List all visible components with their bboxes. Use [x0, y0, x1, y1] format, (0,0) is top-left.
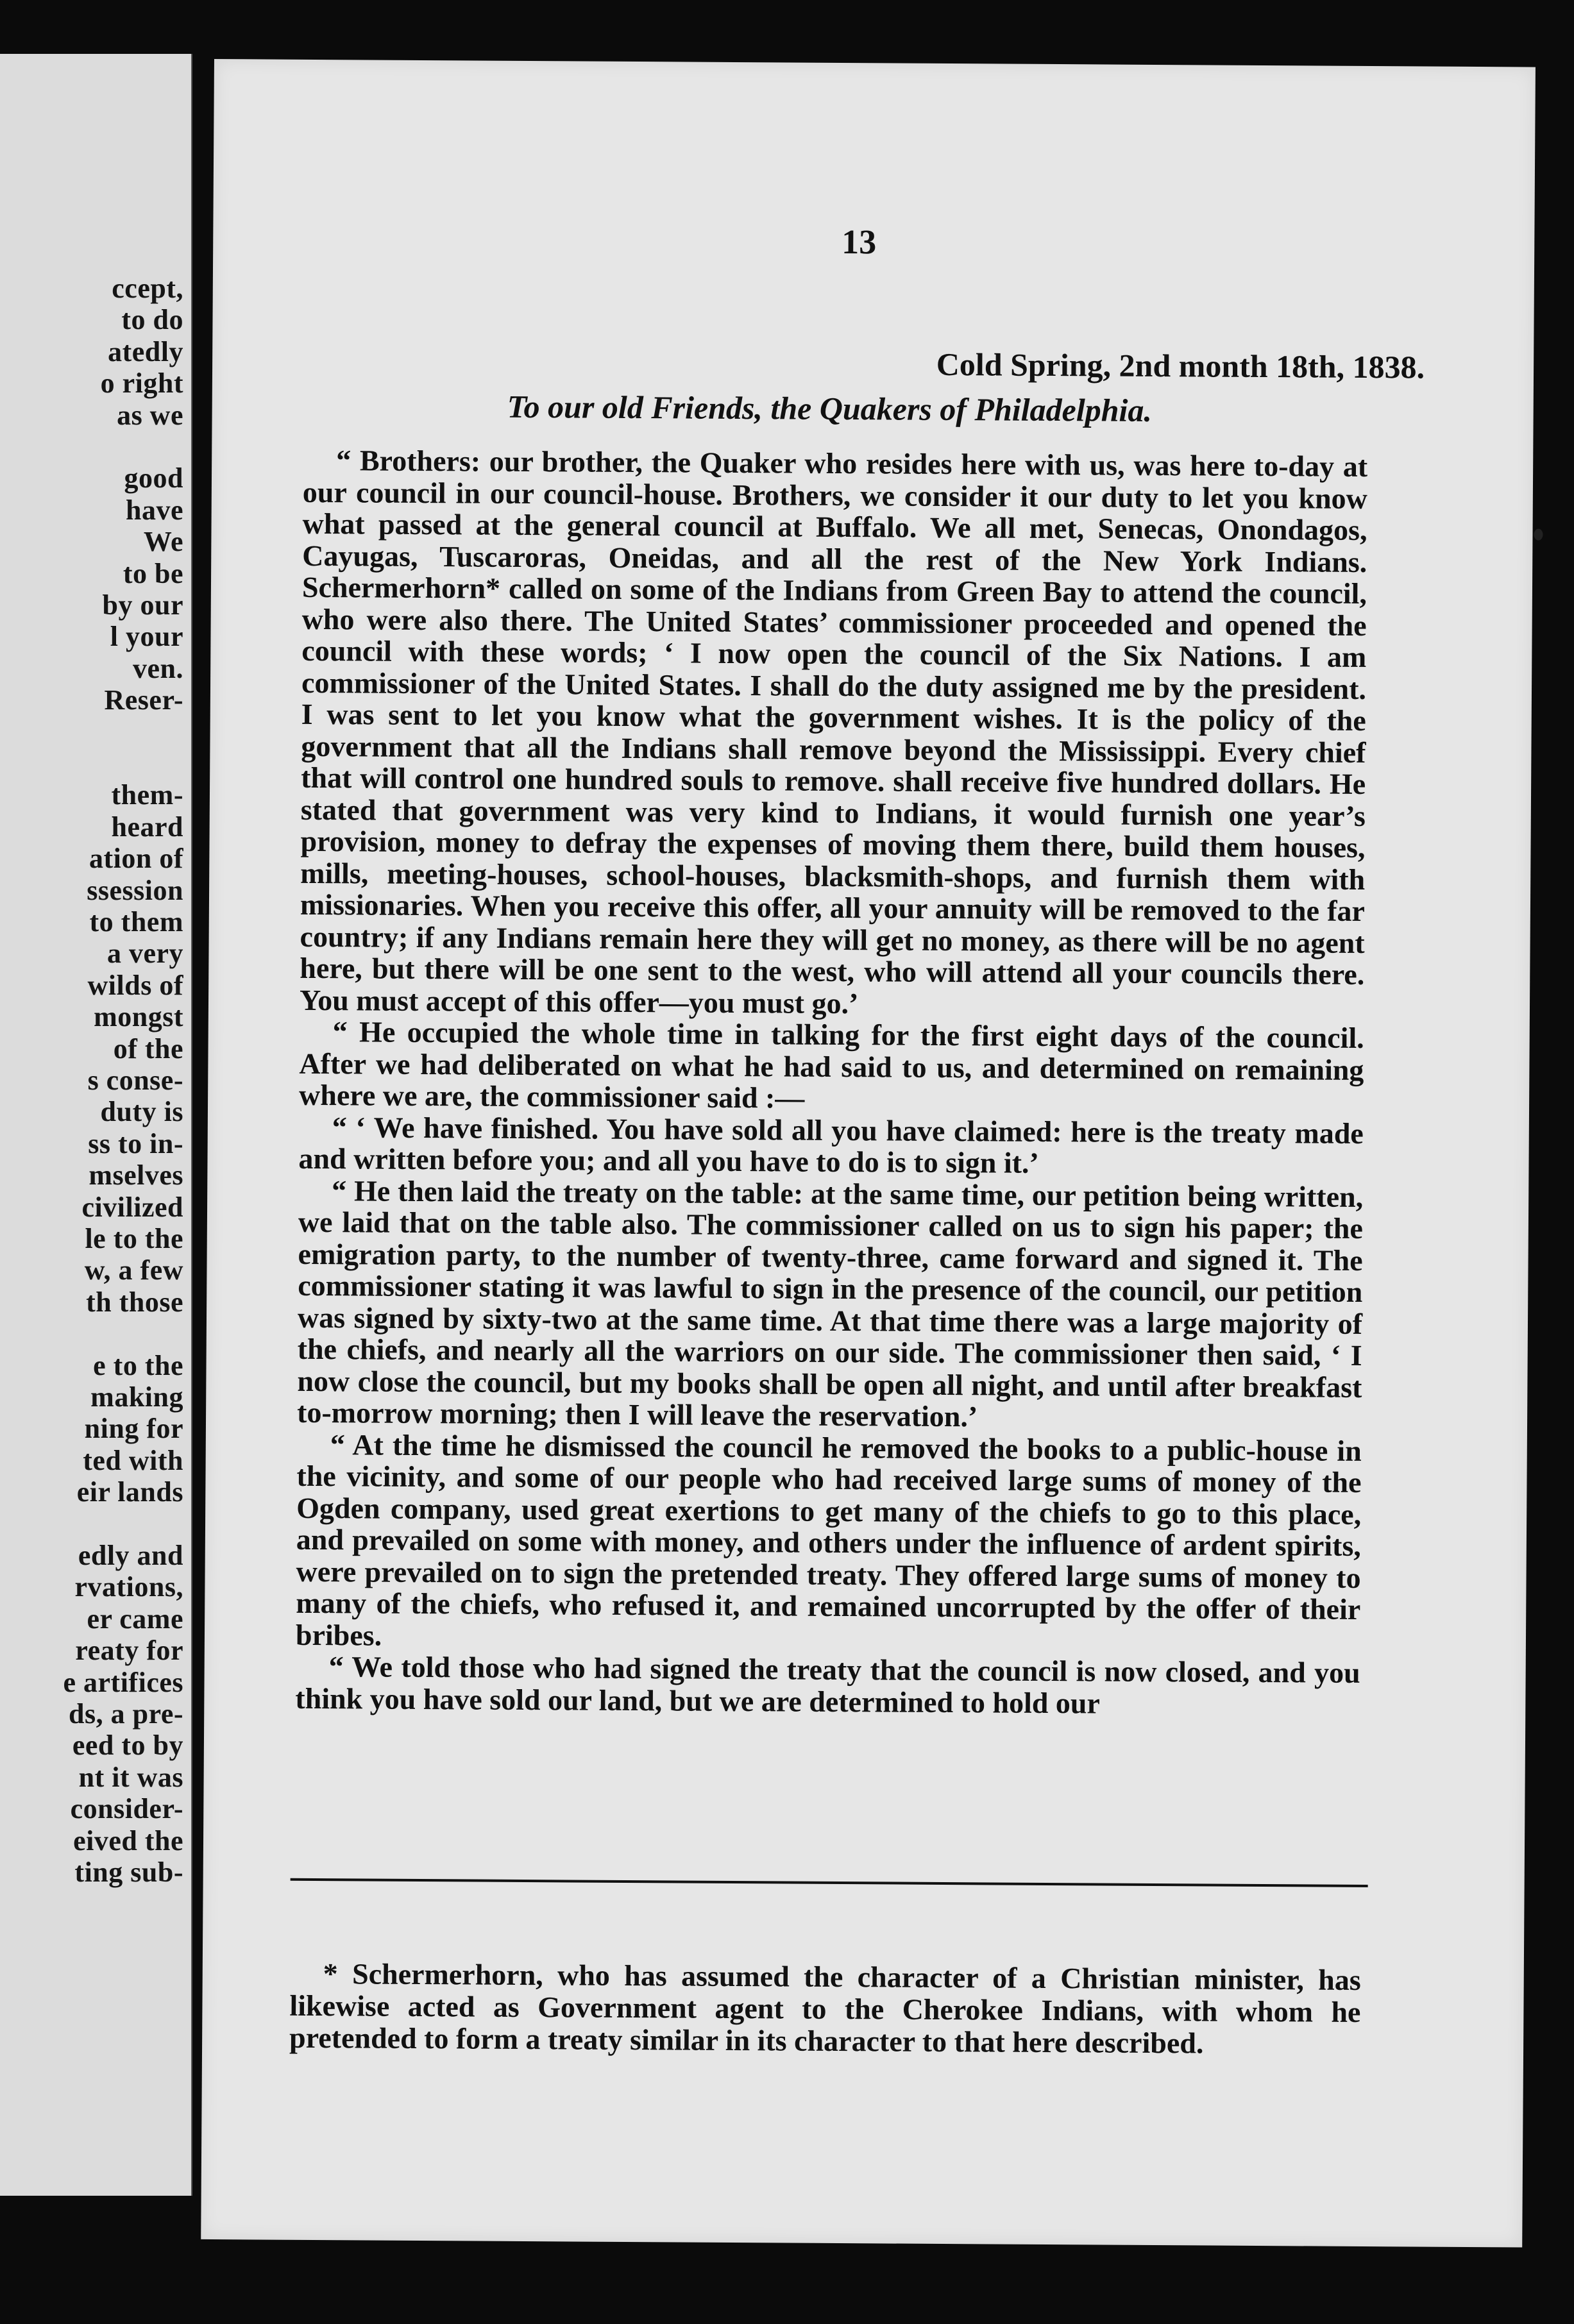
- salutation: To our old Friends, the Quakers of Philadelphia.: [507, 388, 1153, 428]
- footnote-rule: [291, 1878, 1368, 1887]
- left-page-line: ation of: [89, 843, 183, 875]
- left-page-line: ted with: [83, 1444, 183, 1476]
- paragraph: “ At the time he dismissed the council he removed the books to a public-house in the vicinity, and some of our people who had received large sums of money of the Ogden company, used great exertions to get many of the chiefs to go to this place, and prevailed on some with money, and others under the influence of ardent spirits, were prevailed on to sign the pretended treaty. They offered large sums of money to many of the chiefs, who refused it, and remained uncorrupted by the offer of their bribes.: [295, 1427, 1362, 1652]
- left-page-line: them-: [111, 779, 183, 811]
- left-page-line: th those: [86, 1286, 183, 1318]
- dateline: Cold Spring, 2nd month 18th, 1838.: [936, 346, 1425, 385]
- left-page-line: e to the: [93, 1349, 183, 1381]
- left-page-line: wilds of: [87, 969, 183, 1001]
- left-page-line: er came: [87, 1603, 183, 1635]
- left-page-line: edly and: [78, 1540, 183, 1571]
- left-facing-page: [0, 54, 192, 2196]
- footnote: * Schermerhorn, who has assumed the character of a Christian minister, has likewise acted as Government agent to the Cherokee Indians, with whom he pretended to form a treaty similar in its character to that here described.: [289, 1957, 1361, 2060]
- left-page-line: eived the: [73, 1824, 183, 1857]
- left-page-line: of the: [113, 1032, 183, 1065]
- right-page: [201, 59, 1536, 2248]
- left-page-line: to be: [123, 557, 183, 589]
- left-page-line: duty is: [100, 1096, 183, 1128]
- left-page-line: ning for: [84, 1413, 183, 1445]
- left-page-line: w, a few: [84, 1254, 183, 1286]
- left-page-line: consider-: [70, 1793, 183, 1825]
- left-page-line: making: [90, 1381, 183, 1413]
- left-page-line: a very: [106, 938, 183, 970]
- letter-body: [295, 444, 1367, 1721]
- left-page-line: s conse-: [87, 1065, 183, 1096]
- left-page-line: as we: [117, 399, 183, 431]
- left-page-line: reaty for: [75, 1635, 183, 1667]
- left-page-line: to do: [121, 304, 183, 336]
- left-page-line: by our: [102, 589, 183, 621]
- left-page-line: good: [124, 462, 183, 494]
- page-speck: [1534, 529, 1543, 541]
- left-page-line: ven.: [133, 652, 183, 684]
- paragraph: “ ‘ We have finished. You have sold all you have claimed: here is the treaty made and written before you; and all you have to do is to sign it.’: [298, 1110, 1364, 1179]
- left-page-line: Reser-: [104, 684, 183, 716]
- paragraph: “ He occupied the whole time in talking for the first eight days of the council. After we had deliberated on what he had said to us, and determined on remaining where we are, the commissioner said :—: [298, 1015, 1364, 1115]
- left-page-line: ssession: [87, 874, 183, 906]
- left-page-line: ss to in-: [88, 1127, 183, 1159]
- left-page-line: heard: [111, 811, 183, 843]
- page-number: 13: [842, 222, 877, 262]
- left-page-line: We: [143, 526, 183, 558]
- left-page-line: eed to by: [72, 1730, 183, 1762]
- paragraph: “ Brothers: our brother, the Quaker who resides here with us, was here to-day at our council in our council-house. Brothers, we consider it our duty to let you know what passed at the general council at Buffalo. We all met, Senecas, Onondagos, Cayugas, Tuscaroras, Oneidas, and all the rest of the New York Indians. Schermerhorn* called on some of the Indians from Green Bay to attend the council, who were also there. The United States’ commissioner proceeded and opened the council with these words; ‘ I now open the council of the Six Nations. I am commissioner of the United States. I shall do the duty assigned me by the president. I was sent to let you know what the government wishes. It is the policy of the government that all the Indians shall remove beyond the Mississippi. Every chief that will control one hundred souls to remove. shall receive five hundred dollars. He stated that government was very kind to Indians, it would furnish one year’s provision, money to defray the expenses of moving them there, build them houses, mills, meeting-houses, school-houses, blacksmith-shops, and furnish them with missionaries. When you receive this offer, all your annuity will be removed to the far country; if any Indians remain here they will get no money, as there will be no agent here, but there will be one sent to the west, who will attend all your councils there. You must accept of this offer—you must go.’: [299, 444, 1368, 1020]
- left-page-line: to them: [89, 906, 183, 938]
- paragraph: “ He then laid the treaty on the table: at the same time, our petition being written, we laid that on the table also. The commissioner called on us to sign his paper; the emigration party, to the number of twenty-three, came forward and signed it. The commissioner stating it was lawful to sign in the presence of the council, our petition was signed by sixty-two at the same time. At that time there was a large majority of the chiefs, and nearly all the warriors on our side. The commissioner then said, ‘ I now close the council, but my books shall be open all night, and until after breakfast to-morrow morning; then I will leave the reservation.’: [296, 1174, 1364, 1433]
- left-page-line: have: [126, 494, 183, 526]
- left-page-line: mongst: [94, 1001, 183, 1033]
- left-page-line: o right: [100, 367, 183, 400]
- left-page-line: e artifices: [63, 1666, 183, 1698]
- left-page-line: nt it was: [78, 1761, 183, 1793]
- left-page-line: l your: [110, 621, 183, 653]
- left-page-line: mselves: [89, 1159, 183, 1191]
- left-page-line: ting sub-: [74, 1857, 183, 1888]
- paragraph: “ We told those who had signed the treaty that the council is now closed, and you think you have sold our land, but we are determined to hold our: [295, 1650, 1360, 1719]
- left-page-line: rvations,: [74, 1571, 183, 1603]
- left-page-line: civilized: [81, 1191, 183, 1223]
- left-page-line: eir lands: [76, 1476, 183, 1508]
- left-page-line: atedly: [108, 335, 183, 367]
- left-page-line: le to the: [85, 1223, 183, 1254]
- left-page-line: ds, a pre-: [69, 1698, 183, 1730]
- left-page-line: ccept,: [112, 273, 183, 304]
